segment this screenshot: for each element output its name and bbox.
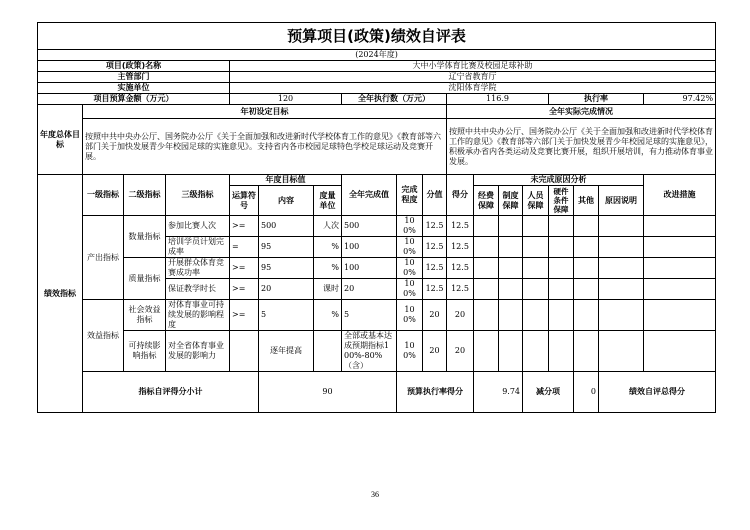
indicator-degree: 100%	[397, 258, 423, 279]
indicator-op: >=	[230, 258, 259, 279]
self-score-label: 指标自评得分小计	[83, 372, 259, 413]
header-level3: 三级指标	[166, 175, 230, 216]
indicator-name: 开展群众体育竞赛成功率	[166, 258, 230, 279]
indicator-name: 保证教学时长	[166, 279, 230, 300]
indicator-score: 20	[423, 300, 447, 331]
indicator-degree: 100%	[397, 279, 423, 300]
indicator-got: 12.5	[447, 279, 474, 300]
indicator-op: >=	[230, 279, 259, 300]
budget-score-value: 9.74	[474, 372, 523, 413]
indicator-content: 5	[259, 300, 314, 331]
header-staff: 人员保障	[523, 186, 549, 216]
header-score: 分值	[423, 175, 447, 216]
indicator-op: >=	[230, 300, 259, 331]
indicator-unit: %	[314, 300, 342, 331]
header-target-group: 年度目标值	[230, 175, 342, 186]
social-indicator-label: 社会效益指标	[124, 300, 166, 331]
indicator-content: 逐年提高	[259, 331, 314, 372]
indicator-got: 20	[447, 300, 474, 331]
indicator-name: 对全省体育事业发展的影响力	[166, 331, 230, 372]
indicator-value: 500	[342, 216, 397, 237]
header-other: 其他	[574, 186, 599, 216]
indicator-content: 95	[259, 258, 314, 279]
actual-goal-text: 按照中共中央办公厅、国务院办公厅《关于全面加强和改进新时代学校体育工作的意见》《教育部等六部门关于加快发展青少年校园足球的实施意见》，积极承办省内各类运动及竞赛比赛开展，组织开展培训，有力推动体育事业发展。	[447, 119, 716, 175]
actual-goal-header: 全年实际完成情况	[447, 105, 716, 119]
self-score-value: 90	[259, 372, 397, 413]
indicator-value: 100	[342, 258, 397, 279]
project-name-value: 大中小学体育比赛及校园足球补助	[230, 61, 716, 72]
header-level1: 一级指标	[83, 175, 124, 216]
header-measure: 改进措施	[644, 175, 716, 216]
budget-score-label: 预算执行率得分	[397, 372, 474, 413]
dept-label: 主管部门	[38, 72, 230, 83]
header-unit: 度量单位	[314, 186, 342, 216]
budget-label: 项目预算金额（万元）	[38, 94, 230, 105]
indicator-name: 培训学员计划完成率	[166, 237, 230, 258]
output-indicator-label: 产出指标	[83, 216, 124, 300]
indicator-unit: %	[314, 258, 342, 279]
set-goal-header: 年初设定目标	[83, 105, 447, 119]
header-reason-group: 未完成原因分析	[474, 175, 644, 186]
budget-value: 120	[230, 94, 342, 105]
indicator-score: 12.5	[423, 279, 447, 300]
indicator-got: 20	[447, 331, 474, 372]
header-system: 制度保障	[499, 186, 523, 216]
quality-indicator-label: 质量指标	[124, 258, 166, 300]
rate-label: 执行率	[549, 94, 644, 105]
self-evaluation-table	[37, 22, 716, 413]
header-funding: 经费保障	[474, 186, 499, 216]
exec-value: 116.9	[447, 94, 549, 105]
header-level2: 二级指标	[124, 175, 166, 216]
header-got: 得分	[447, 175, 474, 216]
indicator-op: >=	[230, 216, 259, 237]
indicator-value: 20	[342, 279, 397, 300]
rate-value: 97.42%	[644, 94, 716, 105]
indicator-content: 95	[259, 237, 314, 258]
perf-indicator-label: 绩效指标	[38, 175, 83, 413]
indicator-value: 全部或基本达成预期指标100%-80%（含）	[342, 331, 397, 372]
header-explain: 原因说明	[599, 186, 644, 216]
annual-goal-label: 年度总体目标	[38, 105, 83, 175]
unit-value: 沈阳体育学院	[230, 83, 716, 94]
indicator-op: =	[230, 237, 259, 258]
indicator-name: 参加比赛人次	[166, 216, 230, 237]
indicator-unit: %	[314, 237, 342, 258]
dept-value: 辽宁省教育厅	[230, 72, 716, 83]
indicator-got: 12.5	[447, 216, 474, 237]
page-title: 预算项目(政策)绩效自评表	[38, 23, 716, 50]
indicator-value: 5	[342, 300, 397, 331]
indicator-degree: 100%	[397, 300, 423, 331]
indicator-content: 20	[259, 279, 314, 300]
indicator-degree: 100%	[397, 331, 423, 372]
total-score-label: 绩效自评总得分	[599, 372, 716, 413]
project-name-label: 项目(政策)名称	[38, 61, 230, 72]
indicator-degree: 100%	[397, 216, 423, 237]
header-content: 内容	[259, 186, 314, 216]
header-hardware: 硬件条件保障	[549, 186, 574, 216]
set-goal-text: 按照中共中央办公厅、国务院办公厅《关于全面加强和改进新时代学校体育工作的意见》《教育部等六部门关于加快发展青少年校园足球的实施意见》。支持省内各市校园足球特色学校足球运动及竞赛开展。	[83, 119, 447, 175]
exec-label: 全年执行数（万元）	[342, 94, 447, 105]
indicator-got: 12.5	[447, 237, 474, 258]
header-full-year: 全年完成值	[342, 175, 397, 216]
indicator-op	[230, 331, 259, 372]
indicator-value: 100	[342, 237, 397, 258]
unit-label: 实施单位	[38, 83, 230, 94]
indicator-score: 20	[423, 331, 447, 372]
header-degree: 完成程度	[397, 175, 423, 216]
indicator-name: 对体育事业可持续发展的影响程度	[166, 300, 230, 331]
indicator-score: 12.5	[423, 258, 447, 279]
indicator-got: 12.5	[447, 258, 474, 279]
indicator-unit	[314, 331, 342, 372]
deduct-label: 减分项	[523, 372, 574, 413]
indicator-content: 500	[259, 216, 314, 237]
effect-indicator-label: 效益指标	[83, 300, 124, 372]
sustain-indicator-label: 可持续影响指标	[124, 331, 166, 372]
page-number: 36	[371, 490, 379, 499]
indicator-score: 12.5	[423, 237, 447, 258]
indicator-degree: 100%	[397, 237, 423, 258]
indicator-unit: 课时	[314, 279, 342, 300]
year-subtitle: (2024年度)	[38, 50, 716, 61]
header-op: 运算符号	[230, 186, 259, 216]
indicator-unit: 人次	[314, 216, 342, 237]
deduct-value: 0	[574, 372, 599, 413]
quantity-indicator-label: 数量指标	[124, 216, 166, 258]
indicator-score: 12.5	[423, 216, 447, 237]
